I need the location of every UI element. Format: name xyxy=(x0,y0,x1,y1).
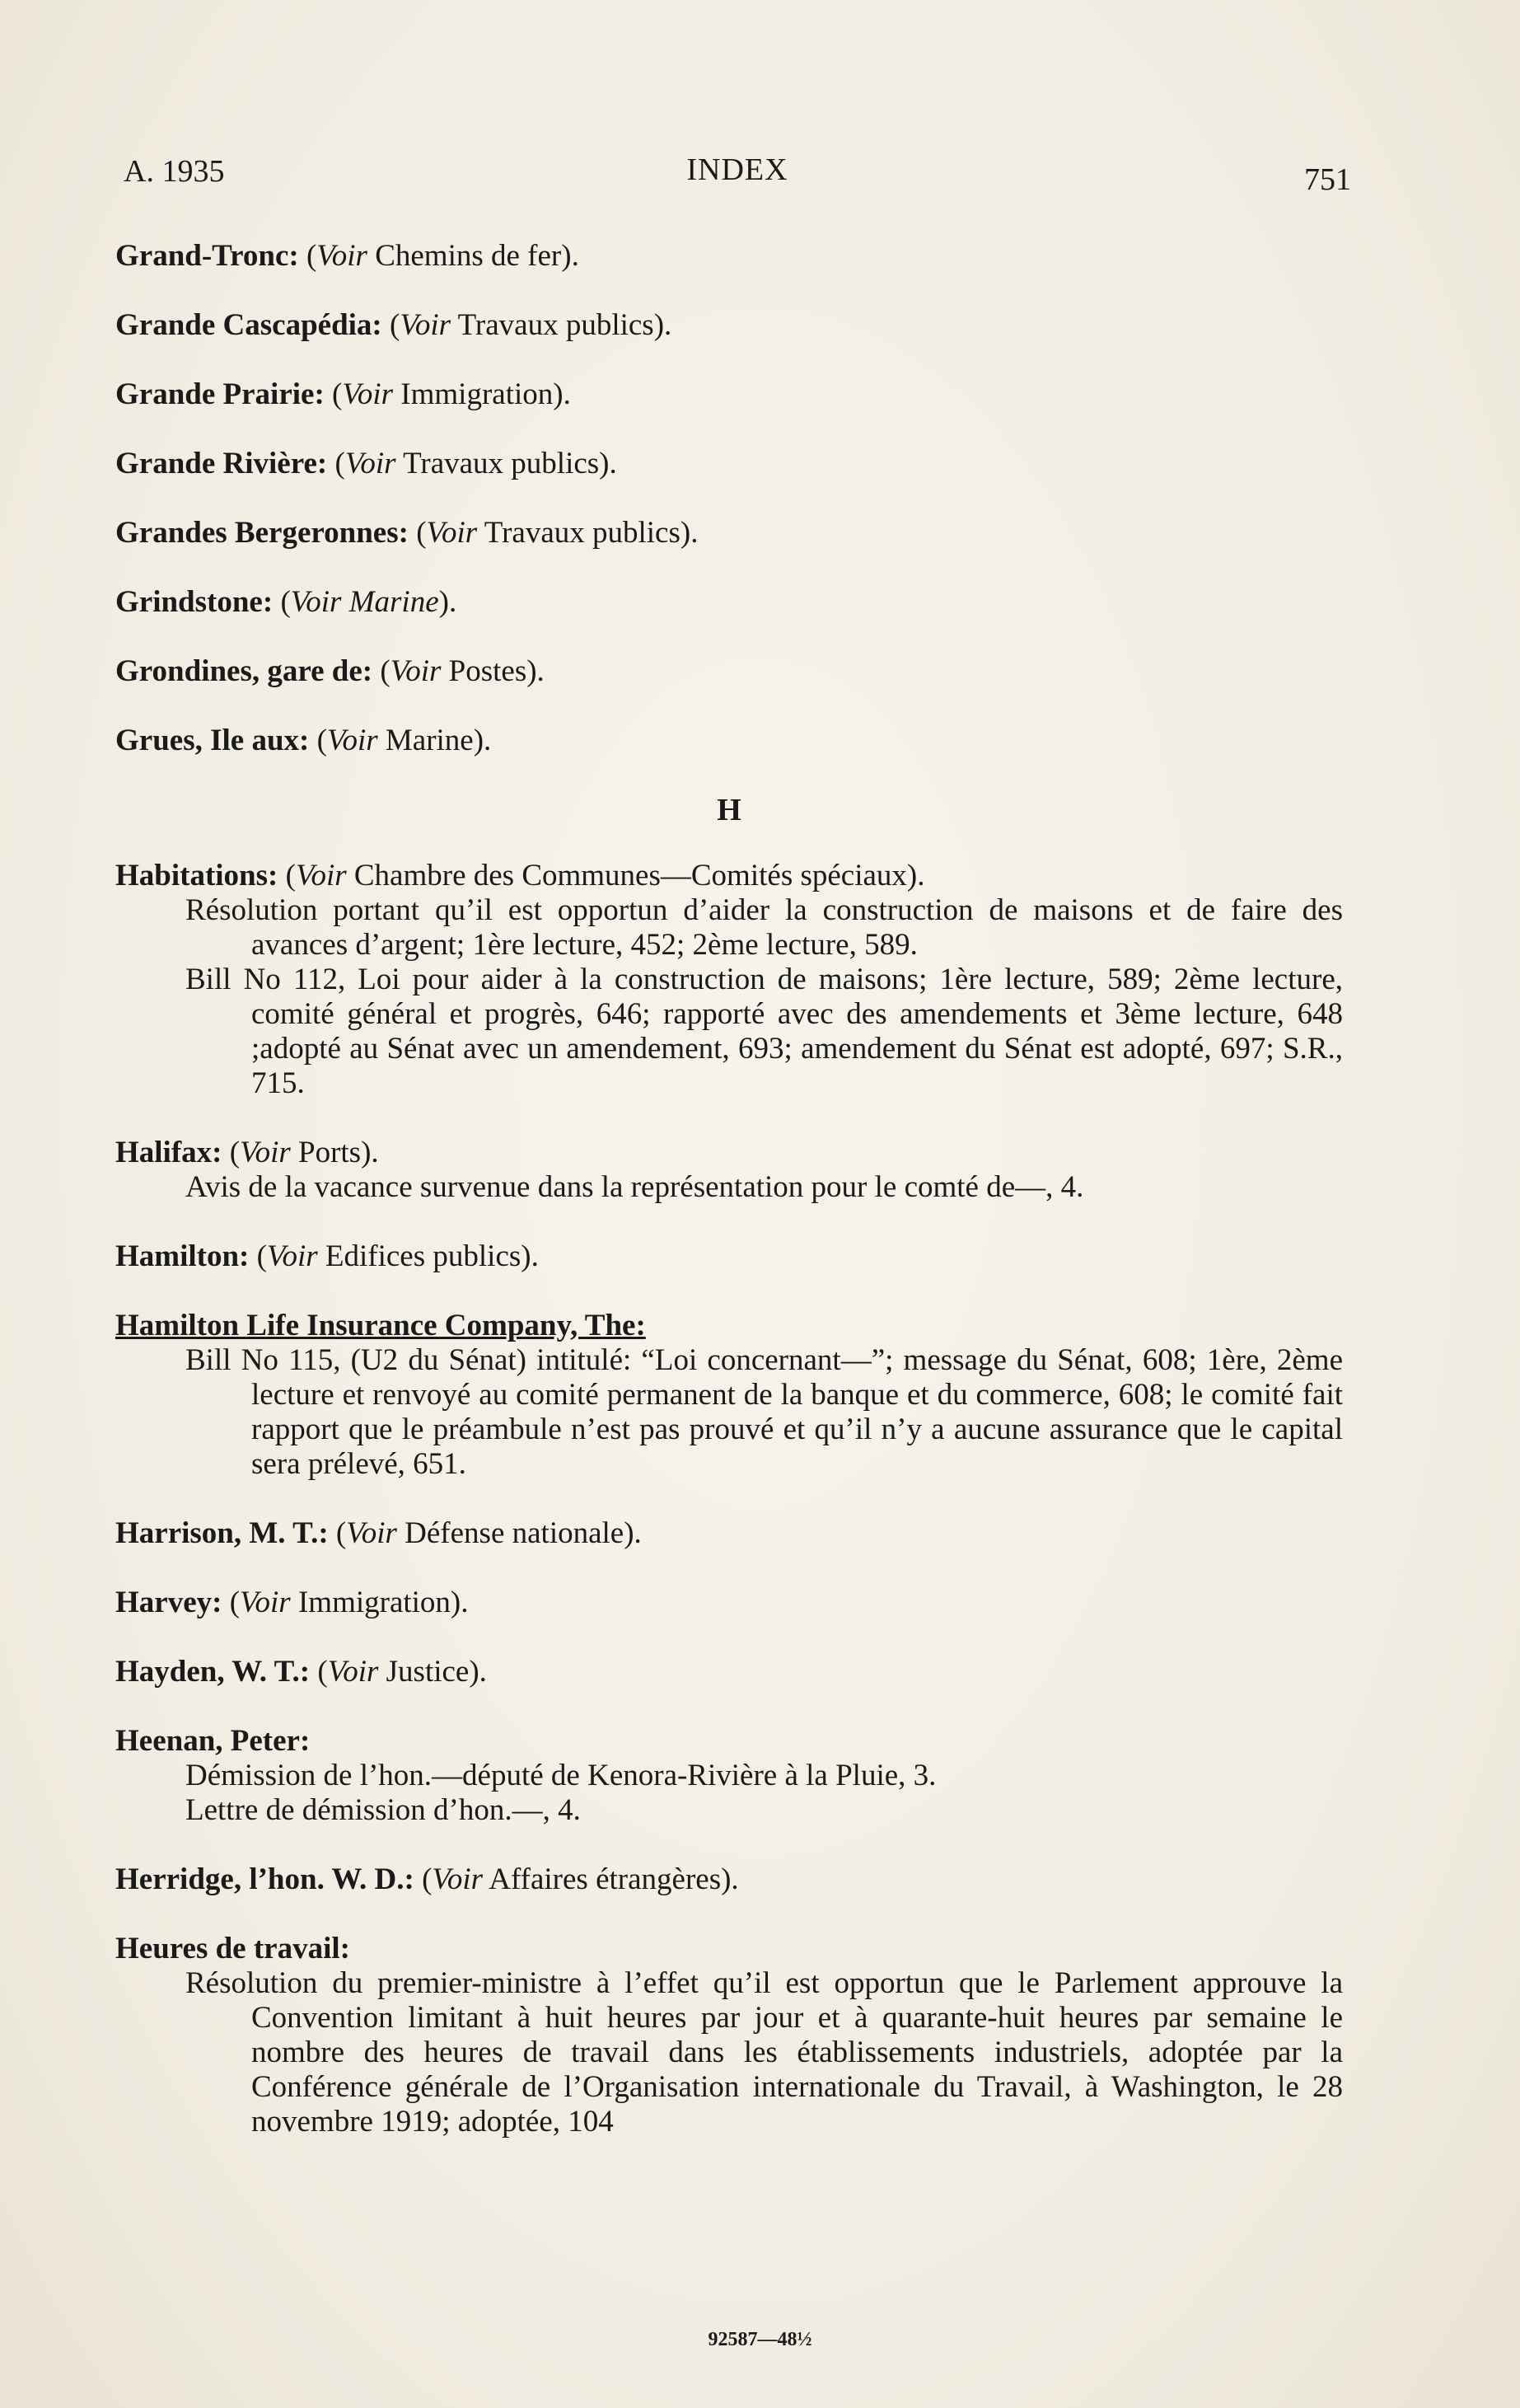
entry-voir: Voir xyxy=(400,308,451,342)
index-entry-herridge: Herridge, l’hon. W. D.: (Voir Affaires étrangères). xyxy=(115,1862,739,1896)
entry-term: Hamilton Life Insurance Company, The: xyxy=(115,1309,646,1342)
entry-voir: Voir xyxy=(240,1136,291,1169)
index-entry: Grindstone: (Voir Marine). xyxy=(115,585,457,619)
entry-term: Heures de travail: xyxy=(115,1932,350,1965)
entry-voir: Voir xyxy=(295,859,347,892)
index-entry: Grand-Tronc: (Voir Chemins de fer). xyxy=(115,239,579,273)
entry-ref: Postes). xyxy=(441,654,545,688)
index-entry-habitations: Habitations: (Voir Chambre des Communes—Comités spéciaux). Résolution portant qu’il est opportun d’aider la construction de maisons et de faire des avances d’argent; 1ère lecture, 452; 2ème lecture, 589. Bill No 112, Loi pour aider à la construction de maisons; 1ère lecture, 589; 2ème lecture, comité général et progrès, 646; rapporté avec des amendements et 3ème lecture, 648 ;adopté au Sénat avec un amendement, 693; amendement du Sénat est adopté, 697; S.R., 715. xyxy=(115,859,1343,1100)
entry-paragraph: Démission de l’hon.—député de Kenora-Rivière à la Pluie, 3. xyxy=(185,1759,937,1792)
entry-term: Grande Prairie: xyxy=(115,377,325,411)
index-entry-hayden: Hayden, W. T.: (Voir Justice). xyxy=(115,1655,487,1689)
entry-ref: Edifices publics). xyxy=(317,1239,539,1273)
index-entry: Grues, Ile aux: (Voir Marine). xyxy=(115,724,492,757)
entry-paragraph: Bill No 115, (U2 du Sénat) intitulé: “Loi concernant—”; message du Sénat, 608; 1ère, 2ème lecture et renvoyé au comité permanent de la banque et du commerce, 608; le comité fait rapport que le préambule n’est pas prouvé et qu’il n’y a aucune assurance que le capital sera prélevé, 651. xyxy=(185,1343,1343,1481)
entry-ref: Immigration). xyxy=(393,377,571,411)
entry-ref: Défense nationale). xyxy=(396,1516,642,1550)
entry-term: Harrison, M. T.: xyxy=(115,1516,329,1550)
entry-voir: Voir xyxy=(266,1239,318,1273)
index-entry: Grande Cascapédia: (Voir Travaux publics). xyxy=(115,308,672,342)
entry-ref: Justice). xyxy=(378,1655,487,1689)
page-header xyxy=(124,147,1351,196)
entry-ref: Immigration). xyxy=(290,1586,469,1619)
entry-ref: Chambre des Communes—Comités spéciaux). xyxy=(346,859,925,892)
header-year: A. 1935 xyxy=(124,154,225,189)
index-entry-halifax: Halifax: (Voir Ports). Avis de la vacance survenue dans la représentation pour le comté de—, 4. xyxy=(115,1136,1343,1205)
entry-ref: Travaux publics). xyxy=(451,308,672,342)
page-footer-code: 92587—48½ xyxy=(708,2329,812,2350)
header-title: INDEX xyxy=(686,152,788,187)
index-entry-hamilton: Hamilton: (Voir Edifices publics). xyxy=(115,1239,539,1273)
entry-term: Grande Cascapédia: xyxy=(115,308,382,342)
entry-voir: Voir xyxy=(432,1862,484,1896)
index-entry-harvey: Harvey: (Voir Immigration). xyxy=(115,1586,469,1619)
section-letter: H xyxy=(717,793,741,827)
index-entry-harrison: Harrison, M. T.: (Voir Défense nationale). xyxy=(115,1516,642,1550)
entry-term: Grondines, gare de: xyxy=(115,654,373,688)
entry-voir: Voir xyxy=(426,516,478,550)
entry-voir: Voir xyxy=(327,1655,379,1689)
entry-paragraph: Avis de la vacance survenue dans la représentation pour le comté de—, 4. xyxy=(185,1170,1084,1204)
entry-term: Hayden, W. T.: xyxy=(115,1655,311,1689)
entry-voir: Voir xyxy=(342,377,394,411)
entry-paragraph: Lettre de démission d’hon.—, 4. xyxy=(185,1793,581,1827)
entry-term: Halifax: xyxy=(115,1136,222,1169)
entry-paragraph: Résolution du premier-ministre à l’effet qu’il est opportun que le Parlement approuve la Convention limitant à huit heures par jour et à quarante-huit heures par semaine le nombre des heures de travail dans les établissements industriels, adoptée par la Conférence générale de l’Organisation internationale du Travail, à Washington, le 28 novembre 1919; adoptée, 104 xyxy=(185,1966,1343,2139)
index-entry-heures xyxy=(115,1932,1343,2139)
entry-term: Grand-Tronc: xyxy=(115,239,299,273)
entry-voir: Voir Marine xyxy=(290,585,439,619)
entry-term: Grues, Ile aux: xyxy=(115,724,310,757)
index-content xyxy=(115,239,1343,2174)
entry-term: Heenan, Peter: xyxy=(115,1724,311,1758)
entry-voir: Voir xyxy=(240,1586,291,1619)
index-entry: Grandes Bergeronnes: (Voir Travaux publics). xyxy=(115,516,699,550)
entry-term: Grindstone: xyxy=(115,585,274,619)
index-entry: Grondines, gare de: (Voir Postes). xyxy=(115,654,545,688)
entry-voir: Voir xyxy=(346,1516,397,1550)
entry-voir: Voir xyxy=(326,724,378,757)
entry-ref: Affaires étrangères). xyxy=(483,1862,739,1896)
entry-term: Grande Rivière: xyxy=(115,447,328,480)
entry-ref: Travaux publics). xyxy=(395,447,617,480)
entry-paragraph: Résolution portant qu’il est opportun d’aider la construction de maisons et de faire des avances d’argent; 1ère lecture, 452; 2ème lecture, 589. xyxy=(185,893,1343,962)
entry-term: Herridge, l’hon. W. D.: xyxy=(115,1862,414,1896)
index-entry: Grande Rivière: (Voir Travaux publics). xyxy=(115,447,617,480)
entry-term: Harvey: xyxy=(115,1586,222,1619)
index-entry-hamilton-life xyxy=(115,1309,1343,1482)
entry-voir: Voir xyxy=(344,447,396,480)
entry-ref: Travaux publics). xyxy=(477,516,699,550)
page-number: 751 xyxy=(1304,162,1351,197)
index-entry-heenan xyxy=(115,1724,1343,1828)
entry-term: Grandes Bergeronnes: xyxy=(115,516,409,550)
entry-voir: Voir xyxy=(390,654,442,688)
entry-paragraph: Bill No 112, Loi pour aider à la construction de maisons; 1ère lecture, 589; 2ème lecture, comité général et progrès, 646; rapporté avec des amendements et 3ème lecture, 648 ;adopté au Sénat avec un amendement, 693; amendement du Sénat est adopté, 697; S.R., 715. xyxy=(185,963,1343,1100)
entry-ref: Ports). xyxy=(290,1136,379,1169)
entry-ref: Chemins de fer). xyxy=(367,239,579,273)
index-entry: Grande Prairie: (Voir Immigration). xyxy=(115,377,571,411)
entry-ref: ). xyxy=(438,585,457,619)
entry-term: Habitations: xyxy=(115,859,278,892)
entry-term: Hamilton: xyxy=(115,1239,250,1273)
entry-ref: Marine). xyxy=(377,724,492,757)
entry-voir: Voir xyxy=(316,239,367,273)
